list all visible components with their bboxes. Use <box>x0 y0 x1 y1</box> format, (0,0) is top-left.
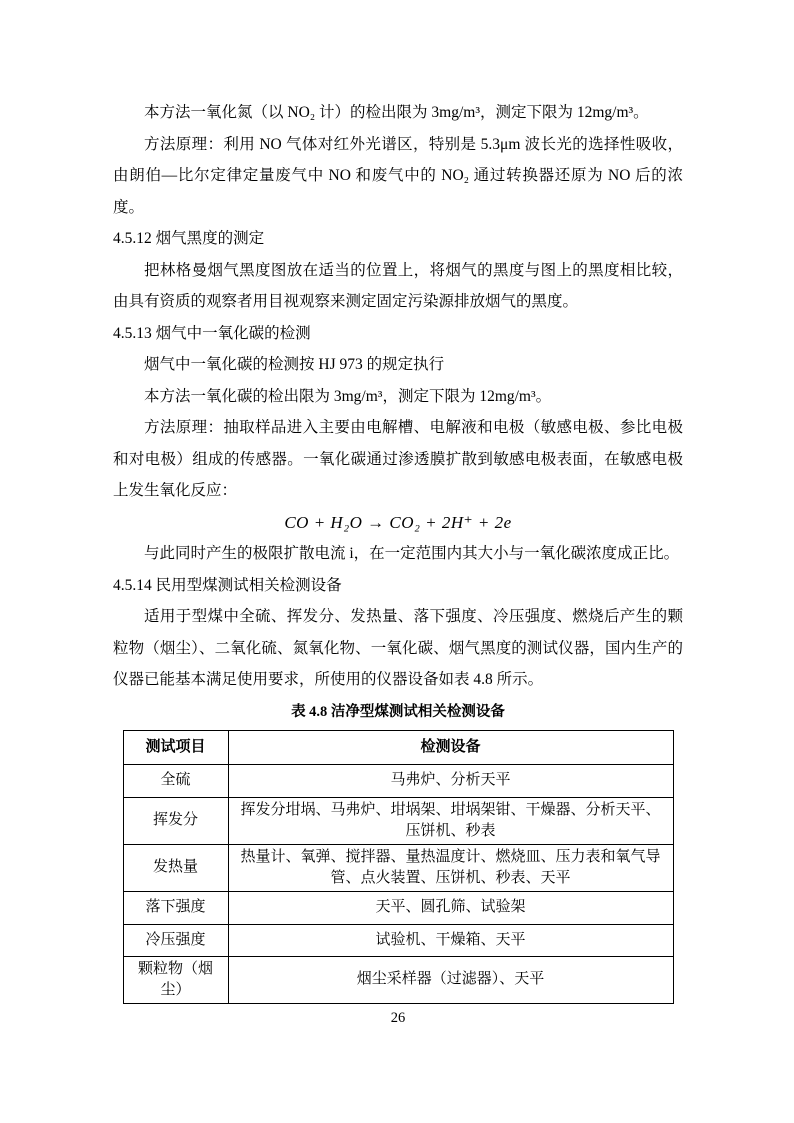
equipment-cell: 热量计、氧弹、搅拌器、量热温度计、燃烧皿、压力表和氧气导管、点火装置、压饼机、秒表、天平 <box>228 844 673 891</box>
table-row-calorific-value <box>123 844 673 891</box>
table-row-total-sulfur <box>123 764 673 797</box>
page-content <box>113 97 683 1028</box>
chemical-equation: CO + H₂O → CO₂ + 2H⁺ + 2e <box>284 512 512 532</box>
column-header-equipment: 检测设备 <box>228 730 673 764</box>
paragraph-diffusion-current: 与此同时产生的极限扩散电流 i，在一定范围内其大小与一氧化碳浓度成正比。 <box>144 545 680 562</box>
test-item-cell: 挥发分 <box>123 797 228 844</box>
paragraph-co-standard: 烟气中一氧化碳的检测按 HJ 973 的规定执行 <box>144 356 445 373</box>
paragraph-applicable-instruments: 适用于型煤中全硫、挥发分、发热量、落下强度、冷压强度、燃烧后产生的颗粒物（烟尘）、二氧化硫、氮氧化物、一氧化碳、烟气黑度的测试仪器，国内生产的仪器已能基本满足使用要求，所使用的仪器设备如表 4.8 所示。 <box>113 608 683 688</box>
section-heading-4-5-14: 4.5.14 民用型煤测试相关检测设备 <box>113 576 342 594</box>
test-item-cell: 颗粒物（烟尘） <box>123 956 228 1003</box>
test-equipment-table <box>123 730 674 1004</box>
table-row-drop-strength <box>123 891 673 924</box>
table-row-cold-compression-strength <box>123 924 673 956</box>
table-row-volatile-matter <box>123 797 673 844</box>
paragraph-co-detection-limit: 本方法一氧化碳的检出限为 3mg/m³，测定下限为 12mg/m³。 <box>144 387 552 405</box>
equipment-cell: 马弗炉、分析天平 <box>228 764 673 797</box>
column-header-test-item: 测试项目 <box>123 730 228 764</box>
page-number: 26 <box>390 1009 406 1026</box>
paragraph-no-method-principle: 方法原理：利用 NO 气体对红外光谱区，特别是 5.3μm 波长光的选择性吸收，由朗伯—比尔定律定量废气中 NO 和废气中的 NO₂ 通过转换器还原为 NO 后的浓度。 <box>113 135 683 216</box>
equipment-cell: 挥发分坩埚、马弗炉、坩埚架、坩埚架钳、干燥器、分析天平、压饼机、秒表 <box>228 797 673 844</box>
table-row-particulate-matter <box>123 956 673 1003</box>
equipment-cell: 试验机、干燥箱、天平 <box>228 924 673 956</box>
equipment-cell: 烟尘采样器（过滤器）、天平 <box>228 956 673 1003</box>
section-heading-4-5-12: 4.5.12 烟气黑度的测定 <box>113 230 265 247</box>
table-header-row <box>123 730 673 764</box>
test-item-cell: 发热量 <box>123 844 228 891</box>
table-caption: 表 4.8 洁净型煤测试相关检测设备 <box>291 703 505 720</box>
section-heading-4-5-13: 4.5.13 烟气中一氧化碳的检测 <box>113 324 311 342</box>
test-item-cell: 全硫 <box>123 764 228 797</box>
test-item-cell: 落下强度 <box>123 891 228 924</box>
paragraph-ringelmann-blackness: 把林格曼烟气黑度图放在适当的位置上，将烟气的黑度与图上的黑度相比较，由具有资质的观察者用目视观察来测定固定污染源排放烟气的黑度。 <box>113 261 683 310</box>
equipment-cell: 天平、圆孔筛、试验架 <box>228 891 673 924</box>
paragraph-co-method-principle: 方法原理：抽取样品进入主要由电解槽、电解液和电极（敏感电极、参比电极和对电极）组成的传感器。一氧化碳通过渗透膜扩散到敏感电极表面，在敏感电极上发生氧化反应： <box>113 419 683 499</box>
test-item-cell: 冷压强度 <box>123 924 228 956</box>
paragraph-no-detection-limit: 本方法一氧化氮（以 NO₂ 计）的检出限为 3mg/m³，测定下限为 12mg/m³。 <box>144 104 649 121</box>
